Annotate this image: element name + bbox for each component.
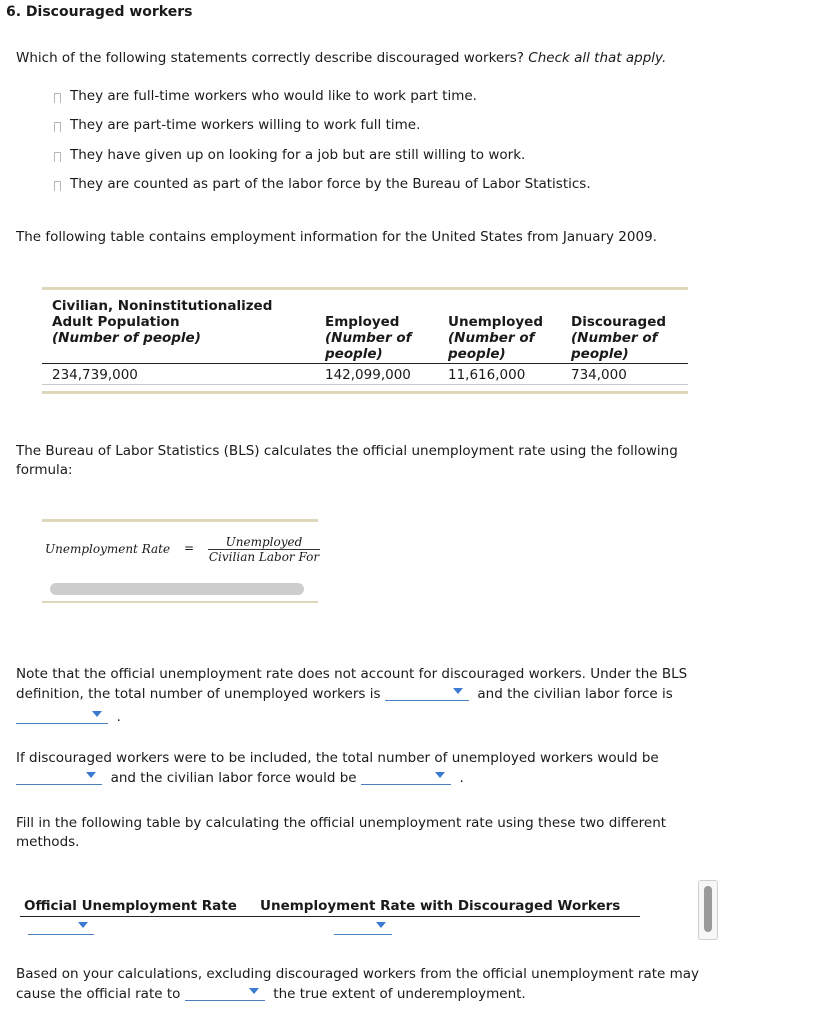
table-top-rule [42, 287, 688, 290]
header-discouraged: Discouraged (Number of people) [571, 314, 667, 362]
formula-top-rule [42, 519, 318, 522]
option-1[interactable] [54, 88, 477, 104]
option-label: They are part-time workers willing to work full time. [70, 117, 421, 133]
chevron-down-icon [249, 988, 259, 994]
chevron-down-icon [78, 922, 88, 928]
table-bottom-rule [42, 391, 688, 394]
chevron-down-icon [435, 772, 445, 778]
checkbox[interactable] [54, 122, 61, 132]
fill-intro: Fill in the following table by calculating the official unemployment rate using these two different methods. [16, 815, 667, 850]
formula-box [42, 519, 320, 605]
labor-force-with-discouraged-dropdown[interactable] [361, 768, 451, 785]
formula-equals: = [184, 541, 195, 555]
formula-intro: The Bureau of Labor Statistics (BLS) calculates the official unemployment rate using the following formula: [16, 443, 678, 478]
table-intro: The following table contains employment information for the United States from January 2009. [16, 229, 657, 245]
option-3[interactable] [54, 147, 525, 163]
note-paragraph: Note that the official unemployment rate does not account for discouraged workers. Under the BLS definition, the total number of unemployed workers is and the civilian labor force is . [16, 666, 688, 725]
checkbox[interactable] [54, 93, 61, 103]
official-rate-dropdown[interactable] [28, 918, 94, 935]
unemployed-bls-dropdown[interactable] [385, 684, 469, 701]
chevron-down-icon [92, 711, 102, 717]
results-table [20, 892, 640, 938]
question-title: 6. Discouraged workers [6, 4, 193, 20]
header-employed: Employed (Number of people) [325, 314, 412, 362]
results-scrollbar[interactable] [698, 880, 718, 940]
chevron-down-icon [453, 688, 463, 694]
header-official-rate: Official Unemployment Rate [24, 898, 237, 914]
value-discouraged: 734,000 [571, 367, 627, 383]
chevron-down-icon [86, 772, 96, 778]
chevron-down-icon [376, 922, 386, 928]
question-prompt: Which of the following statements correctly describe discouraged workers? Check all that apply. [16, 50, 667, 66]
checkbox[interactable] [54, 152, 61, 162]
header-rate-with-discouraged: Unemployment Rate with Discouraged Workers [260, 898, 621, 914]
formula-numerator: Unemployed [225, 535, 303, 549]
formula-fraction [208, 535, 320, 564]
prompt-hint: Check all that apply. [528, 50, 667, 66]
table-header-divider [42, 363, 688, 364]
unemployed-with-discouraged-dropdown[interactable] [16, 768, 102, 785]
value-employed: 142,099,000 [325, 367, 411, 383]
option-4[interactable] [54, 176, 591, 192]
option-label: They are counted as part of the labor force by the Bureau of Labor Statistics. [70, 176, 591, 192]
option-label: They have given up on looking for a job but are still willing to work. [70, 147, 526, 163]
formula-scrollbar[interactable] [50, 583, 304, 595]
scrollbar-thumb[interactable] [704, 886, 712, 932]
formula-label: Unemployment Rate [45, 542, 171, 556]
value-unemployed: 11,616,000 [448, 367, 526, 383]
checkbox[interactable] [54, 181, 61, 191]
formula-denominator: Civilian Labor For [208, 550, 320, 564]
conclusion-paragraph: Based on your calculations, excluding discouraged workers from the official unemployment rate may cause the official rate to the true extent of underemployment. [16, 966, 700, 1002]
value-population: 234,739,000 [52, 367, 138, 383]
conclusion-dropdown[interactable] [185, 984, 265, 1001]
option-2[interactable] [54, 117, 420, 133]
discouraged-paragraph: If discouraged workers were to be included, the total number of unemployed workers would be and the civilian labor force would be . [16, 750, 659, 786]
table-row-divider [42, 384, 688, 385]
employment-table [42, 287, 688, 397]
rate-with-discouraged-dropdown[interactable] [334, 918, 392, 935]
labor-force-bls-dropdown[interactable] [16, 707, 108, 724]
option-label: They are full-time workers who would like to work part time. [70, 88, 477, 104]
header-population: Civilian, Noninstitutionalized Adult Population (Number of people) [52, 298, 273, 346]
results-header-divider [20, 916, 640, 917]
header-unemployed: Unemployed (Number of people) [448, 314, 543, 362]
formula-bottom-rule [42, 601, 318, 603]
